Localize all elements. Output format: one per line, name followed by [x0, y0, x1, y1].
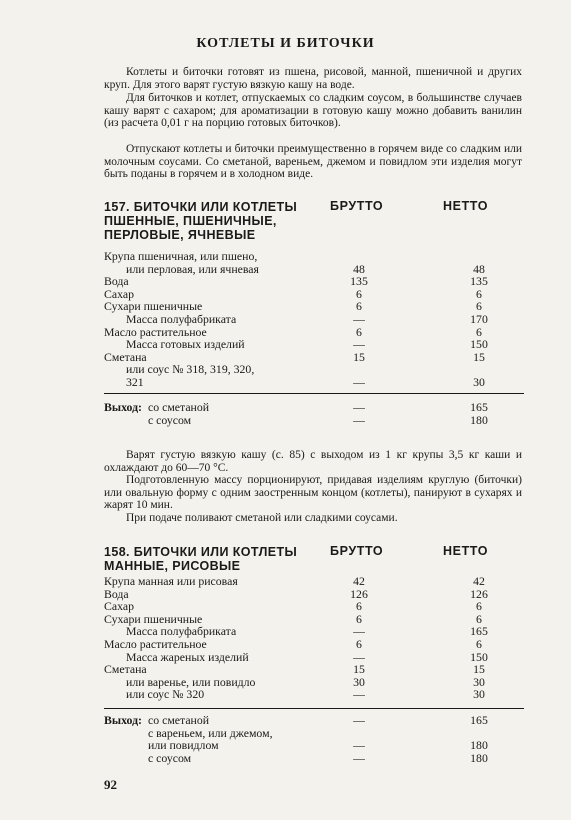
brutto-value: —: [353, 738, 365, 753]
ingredient-name: Масло растительное: [104, 324, 207, 339]
recipe-157-rule: [104, 393, 524, 394]
ingredient-row: [104, 263, 524, 276]
brutto-value: 6: [356, 299, 362, 314]
ingredient-row: [104, 663, 524, 676]
yield-name: с соусом: [148, 750, 192, 765]
yield-row: [104, 714, 524, 727]
ingredient-name: Сметана: [104, 662, 147, 677]
ingredient-name: Крупа манная или рисовая: [104, 574, 238, 588]
recipe-157-netto-header: НЕТТО: [443, 199, 489, 213]
yield-row: [104, 414, 524, 427]
netto-value: 30: [473, 374, 485, 389]
ingredient-name: Масса готовых изделий: [126, 337, 245, 352]
brutto-value: —: [353, 649, 365, 664]
netto-value: 6: [476, 286, 482, 301]
recipe-157-title: 157. БИТОЧКИ ИЛИ КОТЛЕТЫ ПШЕННЫЕ, ПШЕНИЧНЫЕ, ПЕРЛОВЫЕ, ЯЧНЕВЫЕ: [104, 200, 298, 242]
yield-row: [104, 401, 524, 414]
brutto-value: —: [353, 374, 365, 389]
ingredient-row: [104, 363, 524, 376]
recipe-157-ingredients: [104, 250, 524, 389]
netto-value: 126: [470, 586, 488, 601]
ingredient-row: [104, 651, 524, 664]
ingredient-name: Сметана: [104, 349, 147, 364]
netto-value: 15: [473, 349, 485, 364]
brutto-value: 6: [356, 324, 362, 339]
netto-value: 180: [470, 750, 488, 765]
netto-value: 42: [473, 574, 485, 588]
brutto-value: —: [353, 400, 365, 414]
yield-row: [104, 739, 524, 752]
recipe-157-yield: [104, 401, 524, 426]
brutto-value: 135: [350, 274, 368, 289]
netto-value: 170: [470, 311, 488, 326]
ingredient-name: Масло растительное: [104, 636, 207, 651]
brutto-value: 6: [356, 611, 362, 626]
brutto-value: 6: [356, 286, 362, 301]
ingredient-name: Масса полуфабриката: [126, 311, 237, 326]
brutto-value: 6: [356, 599, 362, 614]
netto-value: 6: [476, 599, 482, 614]
brutto-value: —: [353, 750, 365, 765]
ingredient-name: Сухари пшеничные: [104, 611, 203, 626]
netto-value: 165: [470, 400, 488, 414]
netto-value: 30: [473, 674, 485, 689]
method-157-paragraph-2: Подготовленную массу порционируют, придавая изделиям круглую (биточки) или овальную форму с одним заостренным концом (котлеты), панируют в сухарях и жарят 10 мин.: [104, 474, 522, 512]
brutto-value: 15: [353, 662, 365, 677]
recipe-158-rule: [104, 708, 524, 709]
brutto-value: 126: [350, 586, 368, 601]
netto-value: 150: [470, 649, 488, 664]
brutto-value: —: [353, 311, 365, 326]
page-header: КОТЛЕТЫ И БИТОЧКИ: [196, 36, 375, 51]
yield-name: с соусом: [148, 412, 192, 427]
recipe-157-brutto-header: БРУТТО: [330, 199, 384, 213]
recipe-158-ingredients: [104, 575, 524, 701]
netto-value: 6: [476, 299, 482, 314]
ingredient-row: [104, 588, 524, 601]
brutto-value: 48: [353, 261, 365, 276]
ingredient-name: или соус № 318, 319, 320,: [126, 362, 255, 377]
netto-value: 48: [473, 261, 485, 276]
ingredient-row: [104, 688, 524, 701]
ingredient-row: [104, 600, 524, 613]
yield-label: Выход:: [104, 713, 142, 727]
yield-name: с вареньем, или джемом,: [148, 725, 273, 740]
netto-value: 180: [470, 738, 488, 753]
ingredient-row: [104, 250, 524, 263]
ingredient-name: Масса полуфабриката: [126, 624, 237, 639]
netto-value: 6: [476, 636, 482, 651]
netto-value: 6: [476, 324, 482, 339]
netto-value: 6: [476, 611, 482, 626]
yield-label: Выход:: [104, 400, 142, 414]
ingredient-row: [104, 275, 524, 288]
netto-value: 150: [470, 337, 488, 352]
recipe-158-yield: [104, 714, 524, 764]
brutto-value: 30: [353, 674, 365, 689]
netto-value: 165: [470, 624, 488, 639]
brutto-value: —: [353, 624, 365, 639]
intro-paragraph-1: Котлеты и биточки готовят из пшена, рисовой, манной, пшеничной и других круп. Для этого варят густую вязкую кашу на воде.: [104, 66, 522, 91]
brutto-value: 42: [353, 574, 365, 588]
method-157-paragraph-1: Варят густую вязкую кашу (с. 85) с выходом из 1 кг крупы 3,5 кг каши и охлаждают до 60—70 °С.: [104, 449, 522, 474]
ingredient-name: 321: [126, 374, 144, 389]
ingredient-name: или соус № 320: [126, 687, 205, 702]
brutto-value: 6: [356, 636, 362, 651]
ingredient-row: [104, 338, 524, 351]
ingredient-row: [104, 376, 524, 389]
brutto-value: —: [353, 713, 365, 727]
netto-value: 180: [470, 412, 488, 427]
ingredient-name: или перловая, или ячневая: [126, 261, 259, 276]
brutto-value: —: [353, 687, 365, 702]
ingredient-name: Вода: [104, 274, 129, 289]
brutto-value: —: [353, 412, 365, 427]
ingredient-row: [104, 313, 524, 326]
ingredient-name: Сухари пшеничные: [104, 299, 203, 314]
ingredient-name: Сахар: [104, 286, 134, 301]
brutto-value: 15: [353, 349, 365, 364]
brutto-value: —: [353, 337, 365, 352]
yield-name: или повидлом: [148, 738, 219, 753]
ingredient-name: Сахар: [104, 599, 134, 614]
method-157-paragraph-3: При подаче поливают сметаной или сладкими соусами.: [126, 512, 398, 524]
netto-value: 165: [470, 713, 488, 727]
ingredient-row: [104, 575, 524, 588]
ingredient-row: [104, 638, 524, 651]
recipe-158-title: 158. БИТОЧКИ ИЛИ КОТЛЕТЫ МАННЫЕ, РИСОВЫЕ: [104, 545, 298, 573]
recipe-158-brutto-header: БРУТТО: [330, 544, 384, 558]
netto-value: 15: [473, 662, 485, 677]
netto-value: 30: [473, 687, 485, 702]
yield-name: со сметаной: [148, 400, 210, 414]
intro-paragraph-2: Для биточков и котлет, отпускаемых со сладким соусом, в большинстве случаев кашу варят с сахаром; для ароматизации в готовую кашу можно добавить ванилин (из расчета 0,01 г на порцию готовых биточков).: [104, 92, 522, 130]
ingredient-name: Крупа пшеничная, или пшено,: [104, 249, 258, 263]
page-number: 92: [104, 777, 117, 792]
yield-name: со сметаной: [148, 713, 210, 727]
recipe-158-netto-header: НЕТТО: [443, 544, 489, 558]
ingredient-name: Вода: [104, 586, 129, 601]
ingredient-name: или варенье, или повидло: [126, 674, 256, 689]
yield-row: [104, 752, 524, 765]
intro-paragraph-3: Отпускают котлеты и биточки преимущественно в горячем виде со сладким или молочным соусами. Со сметаной, вареньем, джемом и повидлом эти изделия могут быть поданы в горячем и в холодном виде.: [104, 143, 522, 181]
ingredient-name: Масса жареных изделий: [126, 649, 249, 664]
netto-value: 135: [470, 274, 488, 289]
